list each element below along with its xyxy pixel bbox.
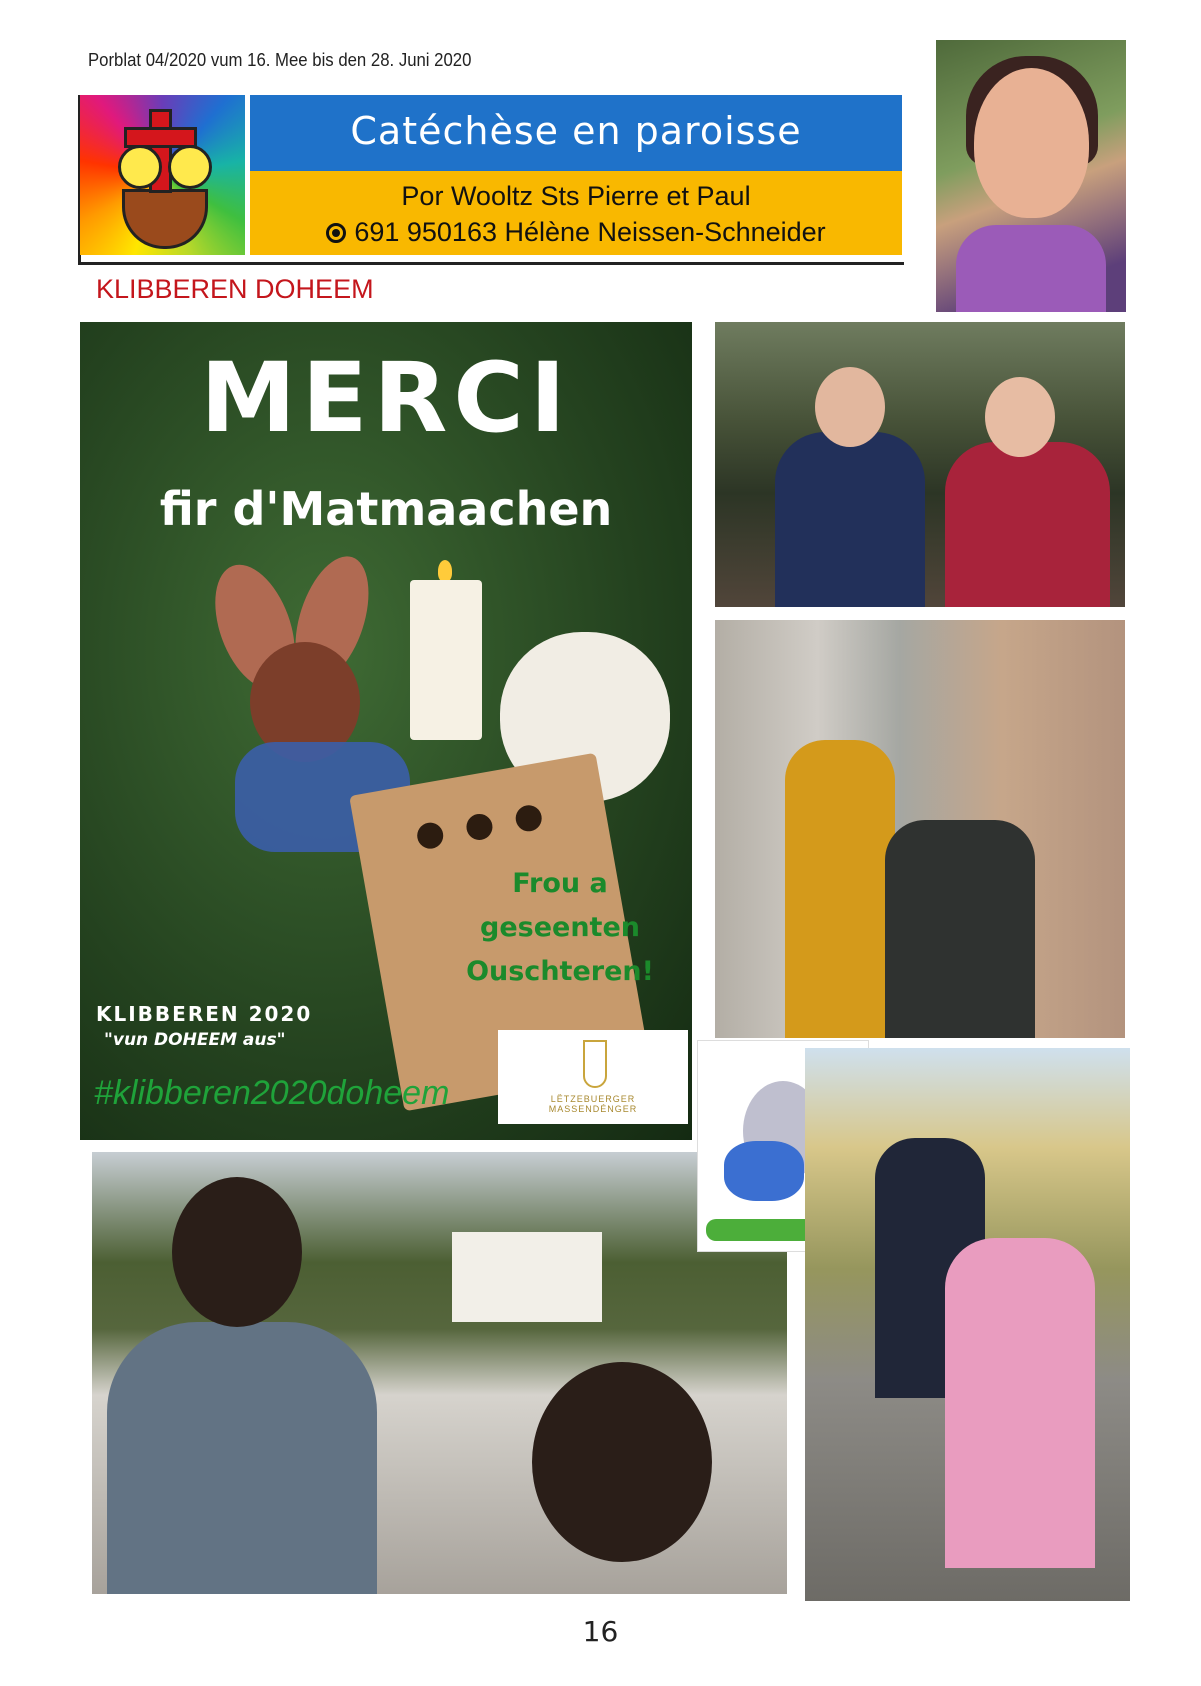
issue-line: Porblat 04/2020 vum 16. Mee bis den 28. Juni 2020	[88, 50, 472, 70]
poster-subline: fir d'Matmaachen	[159, 482, 613, 536]
greeting-line: Ouschteren!	[466, 956, 654, 987]
chalice-icon	[583, 1040, 607, 1088]
house	[452, 1232, 602, 1322]
merci-poster	[80, 322, 692, 1140]
easter-greeting	[440, 862, 680, 994]
person-head	[985, 377, 1055, 457]
greeting-line: geseenten	[480, 912, 640, 943]
board-hole	[415, 821, 445, 851]
boat-icon	[122, 189, 208, 249]
person	[107, 1322, 377, 1594]
person	[885, 820, 1035, 1038]
page-number: 16	[582, 1615, 619, 1648]
board-hole	[464, 812, 494, 842]
person	[785, 740, 895, 1038]
eggs-icon	[724, 1141, 804, 1201]
candle-flame	[438, 560, 452, 582]
header-divider	[78, 262, 904, 265]
poster-headline: MERCI	[200, 342, 572, 454]
greeting-line: Frou a	[512, 868, 608, 899]
contact-text: 691 950163 Hélène Neissen-Schneider	[354, 217, 826, 247]
massendenger-logo	[498, 1030, 688, 1124]
photo-two-boys-rattles	[715, 322, 1125, 607]
event-title: KLIBBEREN 2020	[96, 1002, 313, 1026]
contact-line	[250, 217, 902, 248]
face-icon	[118, 145, 162, 189]
person	[945, 1238, 1095, 1568]
person-head	[532, 1362, 712, 1562]
banner-title: Catéchèse en paroisse	[350, 109, 802, 153]
hashtag: #klibberen2020doheem	[94, 1074, 450, 1112]
photo-children-window	[92, 1152, 787, 1594]
easter-candle	[410, 580, 482, 740]
board-hole	[514, 803, 544, 833]
photo-two-teens-balcony	[715, 620, 1125, 1038]
logo-text: LËTZEBUERGER MASSENDÉNGER	[548, 1094, 638, 1114]
portrait-photo	[936, 40, 1126, 312]
parish-line: Por Wooltz Sts Pierre et Paul	[401, 181, 751, 211]
face-icon	[168, 145, 212, 189]
portrait-scarf	[956, 225, 1106, 312]
person-head	[172, 1177, 302, 1327]
person	[775, 432, 925, 607]
banner-contact-band	[250, 171, 902, 255]
phone-icon	[326, 223, 346, 243]
banner-title-band	[250, 95, 902, 171]
person	[945, 442, 1110, 607]
section-title: KLIBBEREN DOHEEM	[96, 274, 374, 304]
event-subtitle: "vun DOHEEM aus"	[104, 1030, 286, 1050]
catechesis-logo	[80, 95, 245, 255]
person-head	[815, 367, 885, 447]
photo-two-girls-rattles	[805, 1048, 1130, 1601]
portrait-face	[974, 68, 1089, 218]
